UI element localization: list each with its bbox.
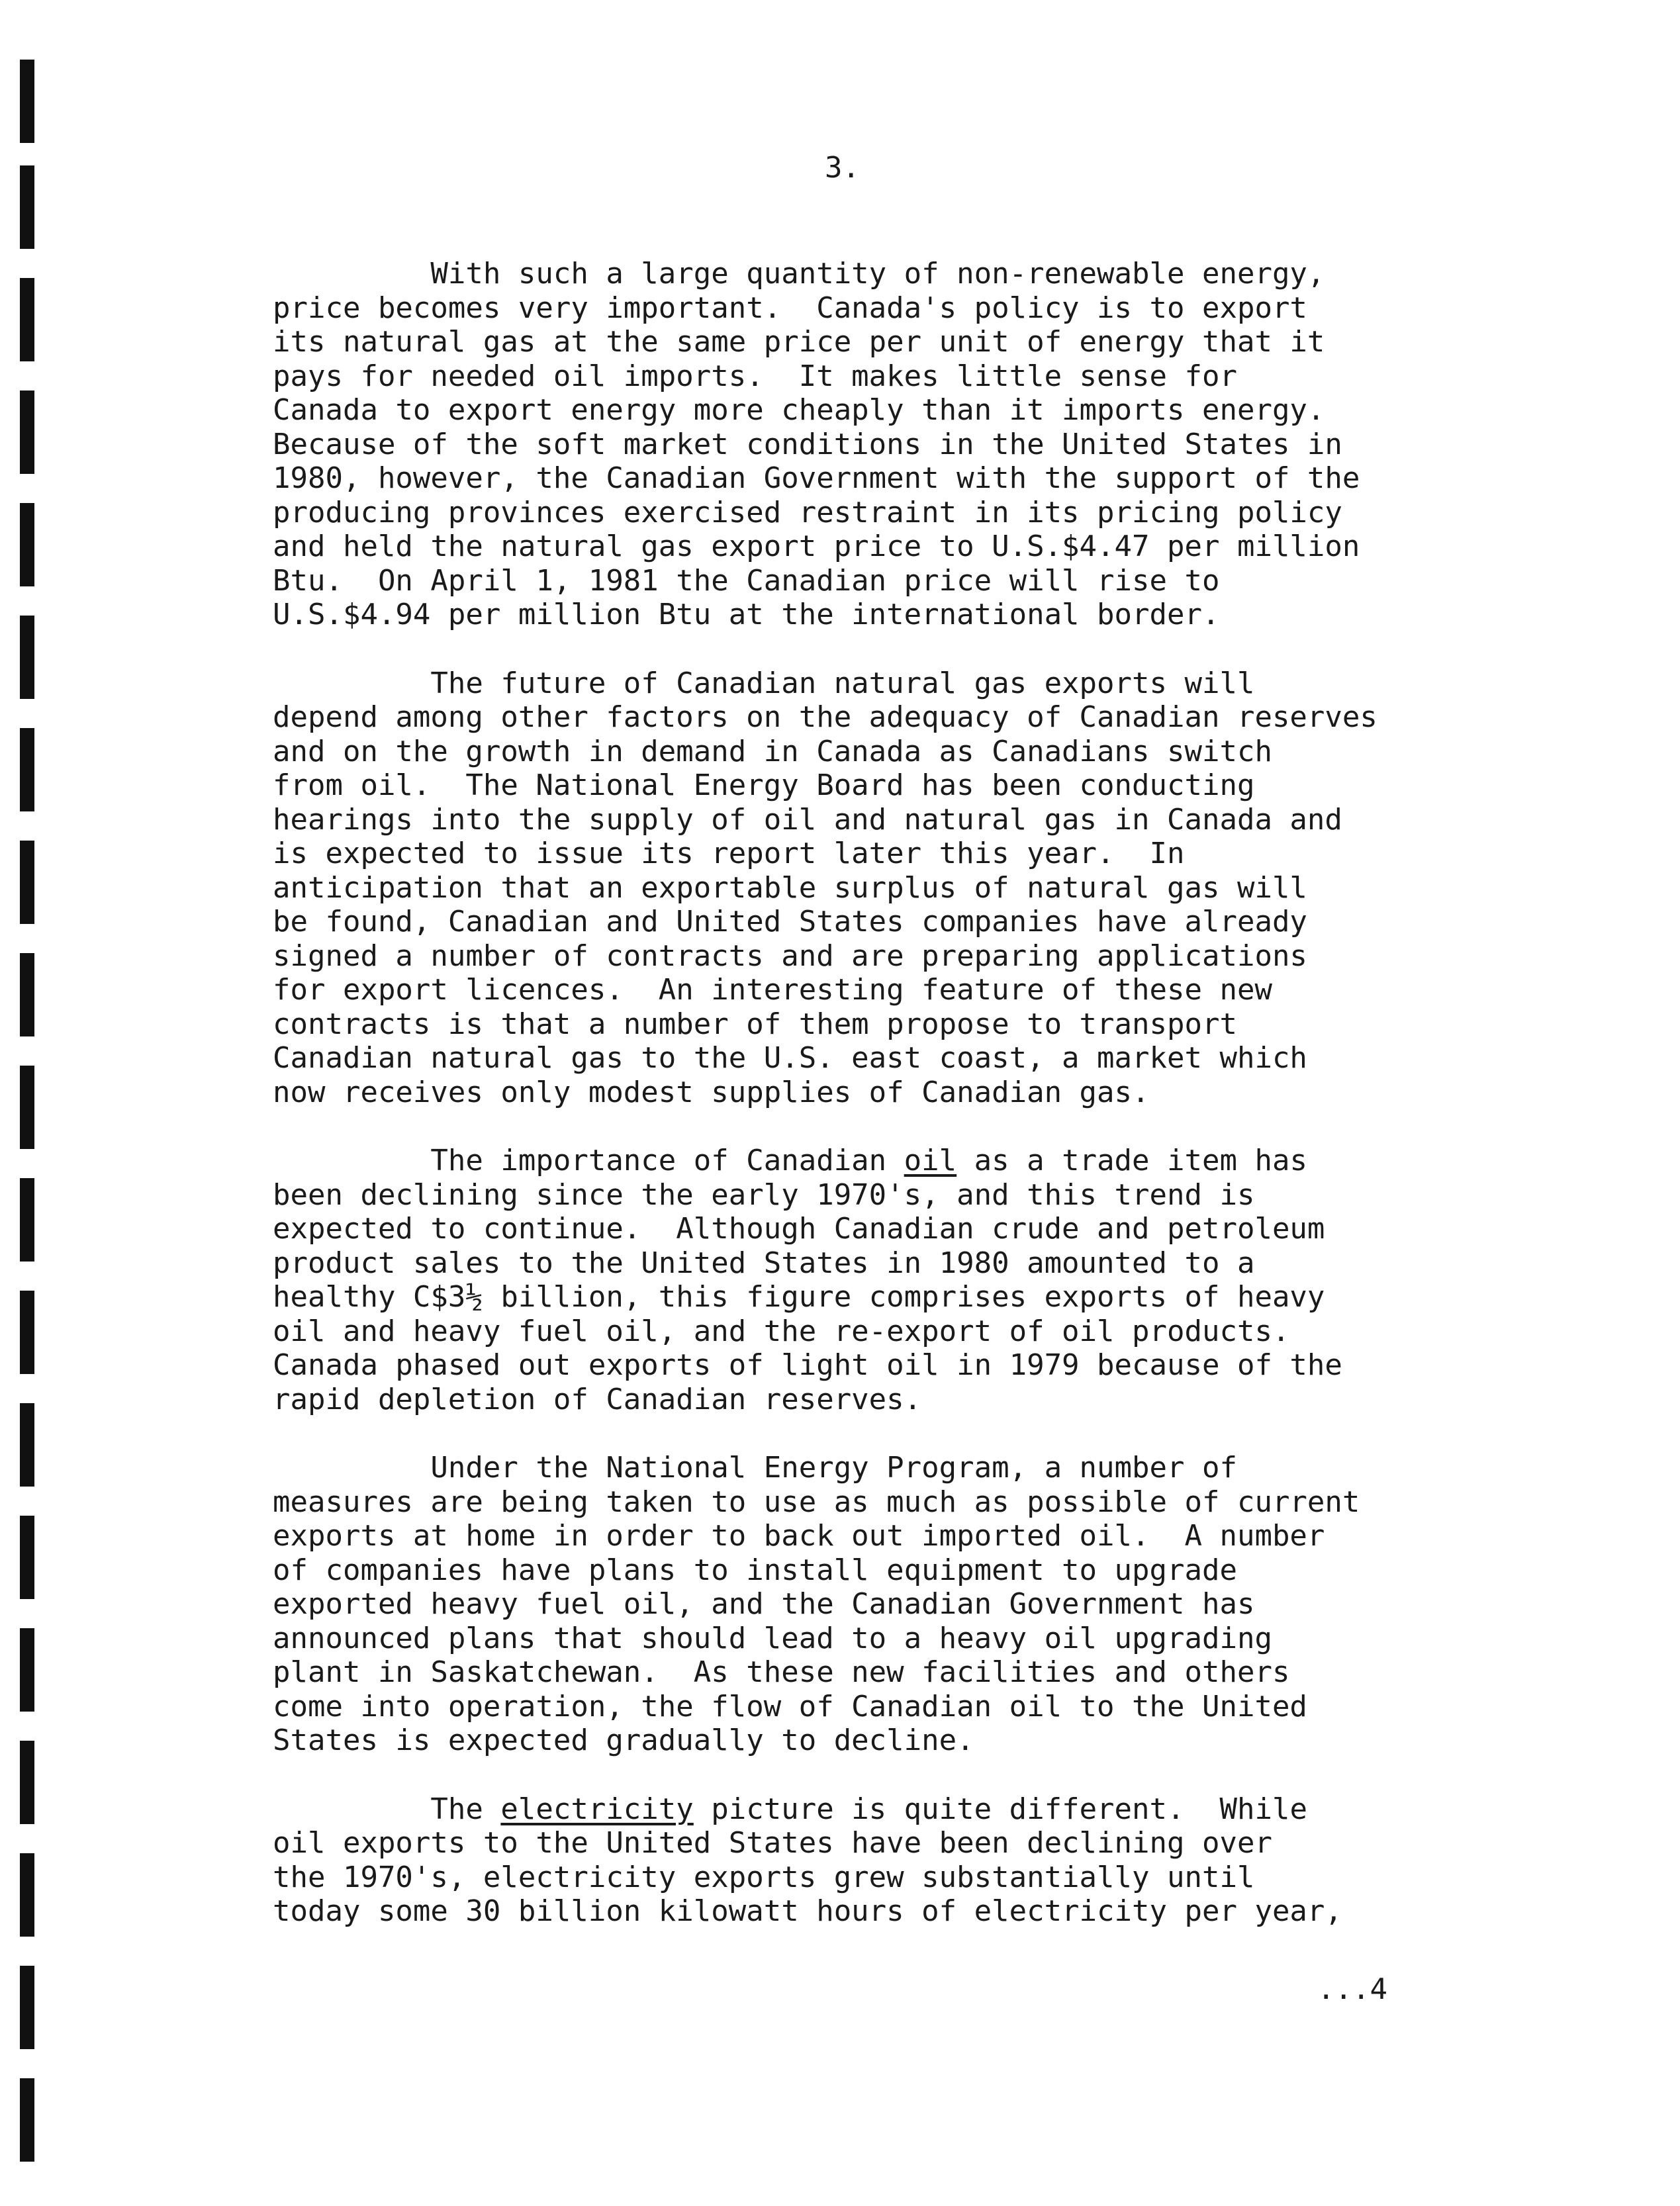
text-line: producing provinces exercised restraint in its pricing policy [273, 495, 1342, 529]
binder-mark [20, 1178, 34, 1262]
binder-mark [20, 1291, 34, 1374]
text-line: be found, Canadian and United States companies have already [273, 905, 1307, 939]
text-line: plant in Saskatchewan. As these new facilities and others [273, 1655, 1290, 1689]
text-line: price becomes very important. Canada's policy is to export [273, 291, 1307, 325]
text-line: been declining since the early 1970's, and this trend is [273, 1177, 1255, 1212]
paragraph-electricity [273, 1792, 1517, 1929]
text-line: of companies have plans to install equipment to upgrade [273, 1553, 1237, 1587]
text-line: now receives only modest supplies of Canadian gas. [273, 1075, 1150, 1109]
text-line: exported heavy fuel oil, and the Canadian Government has [273, 1587, 1255, 1621]
text-line: signed a number of contracts and are preparing applications [273, 939, 1307, 973]
text-line: States is expected gradually to decline. [273, 1723, 974, 1757]
text-line: depend among other factors on the adequacy of Canadian reserves [273, 700, 1377, 734]
continuation-marker: ...4 [1317, 1972, 1387, 2006]
text-line: Btu. On April 1, 1981 the Canadian price will rise to [273, 563, 1220, 598]
binder-mark [20, 1741, 34, 1824]
binder-mark [20, 728, 34, 811]
text-line: oil and heavy fuel oil, and the re-export of oil products. [273, 1314, 1290, 1348]
binder-mark [20, 278, 34, 361]
binder-mark [20, 953, 34, 1036]
binder-mark [20, 1628, 34, 1712]
text-line: hearings into the supply of oil and natural gas in Canada and [273, 802, 1342, 837]
paragraph-oil-trade [273, 1144, 1517, 1416]
text-line: With such a large quantity of non-renewable energy, [273, 257, 1325, 291]
binder-mark [20, 503, 34, 586]
text-line: today some 30 billion kilowatt hours of electricity per year, [273, 1894, 1342, 1928]
binder-mark [20, 1403, 34, 1487]
text-line: exports at home in order to back out imported oil. A number [273, 1519, 1325, 1553]
text-line: Because of the soft market conditions in the United States in [273, 427, 1342, 461]
text-line: measures are being taken to use as much as possible of current [273, 1485, 1360, 1519]
text-run: picture is quite different. While [693, 1792, 1307, 1826]
text-line: the 1970's, electricity exports grew substantially until [273, 1860, 1255, 1894]
binder-mark [20, 1853, 34, 1937]
text-line: rapid depletion of Canadian reserves. [273, 1382, 922, 1416]
binder-mark [20, 841, 34, 924]
text-line: The future of Canadian natural gas exports will [273, 666, 1255, 700]
underlined-word: electricity [500, 1792, 694, 1826]
text-line [273, 1144, 1517, 1178]
text-line: is expected to issue its report later this year. In [273, 837, 1185, 870]
binder-hole-marks [20, 0, 46, 2206]
text-line: Under the National Energy Program, a number of [273, 1451, 1237, 1485]
text-line: its natural gas at the same price per unit of energy that it [273, 325, 1325, 359]
text-line: Canadian natural gas to the U.S. east coast, a market which [273, 1041, 1307, 1075]
text-run: as a trade item has [957, 1144, 1307, 1177]
text-line: oil exports to the United States have been declining over [273, 1826, 1272, 1860]
text-line: and on the growth in demand in Canada as Canadians switch [273, 734, 1272, 768]
text-line: anticipation that an exportable surplus of natural gas will [273, 870, 1307, 905]
text-line: announced plans that should lead to a heavy oil upgrading [273, 1621, 1272, 1655]
binder-mark [20, 1966, 34, 2049]
text-line: from oil. The National Energy Board has been conducting [273, 768, 1255, 802]
binder-mark [20, 1516, 34, 1599]
text-line: product sales to the United States in 1980 amounted to a [273, 1246, 1255, 1280]
underlined-word: oil [904, 1144, 957, 1177]
binder-mark [20, 1066, 34, 1149]
text-line: for export licences. An interesting feature of these new [273, 973, 1272, 1007]
text-line: and held the natural gas export price to U.S.$4.47 per million [273, 529, 1360, 563]
binder-mark [20, 2078, 34, 2162]
binder-mark [20, 616, 34, 699]
text-line: healthy C$3½ billion, this figure comprises exports of heavy [273, 1280, 1325, 1314]
paragraph-gas-exports [273, 666, 1517, 1110]
binder-mark [20, 391, 34, 474]
text-line: expected to continue. Although Canadian crude and petroleum [273, 1212, 1325, 1246]
document-body [273, 257, 1517, 1963]
binder-mark [20, 60, 34, 143]
paragraph-gas-pricing [273, 257, 1517, 632]
binder-mark [20, 165, 34, 249]
text-line [273, 1792, 1517, 1827]
page-number: 3. [825, 151, 860, 185]
text-run: The importance of Canadian [273, 1144, 904, 1177]
text-line: Canada to export energy more cheaply than it imports energy. [273, 393, 1325, 427]
text-line: contracts is that a number of them propose to transport [273, 1007, 1237, 1041]
text-run: The [273, 1792, 501, 1826]
text-line: 1980, however, the Canadian Government with the support of the [273, 461, 1360, 495]
text-line: pays for needed oil imports. It makes little sense for [273, 359, 1237, 393]
text-line: U.S.$4.94 per million Btu at the international border. [273, 598, 1220, 631]
paragraph-energy-program [273, 1451, 1517, 1758]
text-line: come into operation, the flow of Canadian oil to the United [273, 1689, 1307, 1723]
text-line: Canada phased out exports of light oil in 1979 because of the [273, 1348, 1342, 1382]
